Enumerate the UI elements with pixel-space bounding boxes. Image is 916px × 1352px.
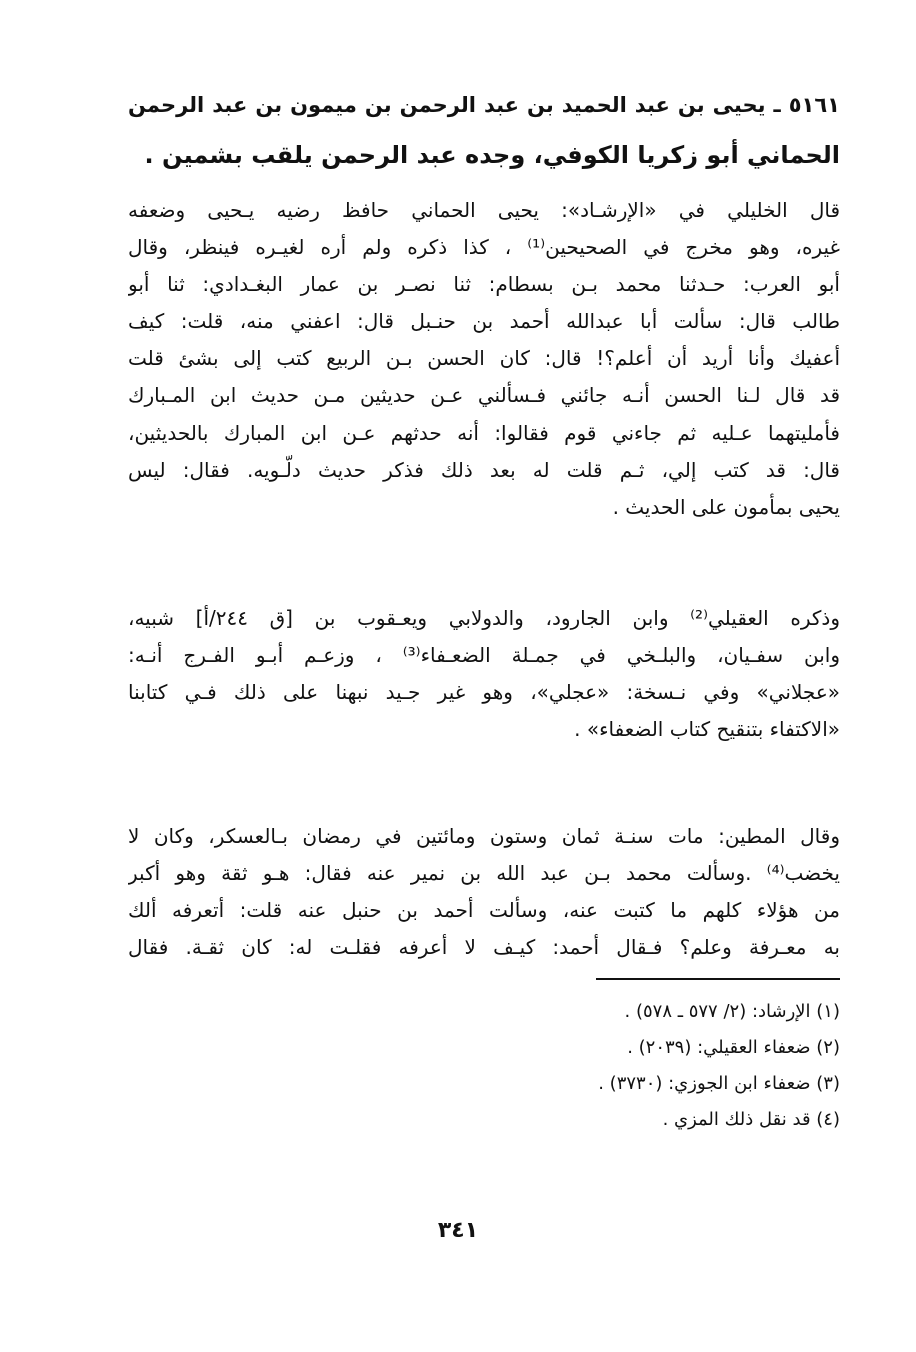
body-line: من هؤلاء كلهم ما كتبت عنه، وسألت أحمد بن حنبل عنه قلت: أتعرفه ألك — [128, 898, 840, 923]
body-line: قال: قد كتب إلي، ثـم قلت له بعد ذلك فذكر حديث دلّـويه. فقال: ليس — [128, 457, 840, 482]
body-line: أبو العرب: حـدثنا محمد بـن بسطام: ثنا نصـر بن عمار البغـدادي: ثنا أبو — [128, 272, 840, 297]
entry-heading — [128, 80, 840, 180]
paragraph-irshad — [128, 192, 840, 526]
footnote-item: (٢) ضعفاء العقيلي: (٢٠٣٩) . — [627, 1037, 840, 1058]
body-line: طالب قال: سألت أبا عبدالله أحمد بن حنـبل قال: اعفني منه، قلت: كيف — [128, 309, 840, 334]
page-number: ٣٤١ — [437, 1218, 479, 1243]
paragraph-mutayyan — [128, 818, 840, 966]
body-line: يحيى بمأمون على الحديث . — [612, 494, 840, 519]
body-line: قد قال لـنا الحسن أنـه جائني فـسألني عـن حديثين مـن حديث ابن المـبارك — [128, 383, 840, 408]
heading-line: ٥١٦١ ـ يحيى بن عبد الحميد بن عبد الرحمن بن ميمون بن عبد الرحمن — [128, 93, 840, 117]
footnote-divider — [596, 978, 840, 980]
body-line: أعفيك وأنا أريد أن أعلم؟! قال: كان الحسن بـن الربيع كتب إلى بشئ قلت — [128, 346, 840, 371]
footnote-item: (٣) ضعفاء ابن الجوزي: (٣٧٣٠) . — [598, 1073, 840, 1094]
footnote-item: (١) الإرشاد: (٢/ ٥٧٧ ـ ٥٧٨) . — [624, 1001, 840, 1022]
body-line: قال الخليلي في «الإرشـاد»: يحيى الحماني حافظ رضيه يـحيى وضعفه — [128, 198, 840, 222]
footnote-item: (٤) قد نقل ذلك المزي . — [662, 1109, 840, 1130]
body-line: وقال المطين: مات سنـة ثمان وستون ومائتين في رمضان بـالعسكر، وكان لا — [128, 824, 840, 848]
heading-line: الحماني أبو زكريا الكوفي، وجده عبد الرحمن يلقب بشمين . — [144, 141, 840, 169]
body-line: غيره، وهو مخرج في الصحيحين⁽¹⁾ ، كذا ذكره ولم أره لغيـره فينظر، وقال — [128, 235, 840, 260]
footnotes — [128, 994, 840, 1138]
body-line: فأمليتهما عـليه ثم جاءني قوم فقالوا: أنه حدثهم عـن ابن المبارك بالحديثين، — [128, 420, 840, 445]
paragraph-uqayli — [128, 600, 840, 748]
body-line: «الاكتفاء بتنقيح كتاب الضعفاء» . — [574, 717, 840, 742]
body-line: يخضب⁽⁴⁾ .وسألت محمد بـن عبد الله بن نمير عنه فقال: هـو ثقة وهو أكبر — [128, 861, 840, 886]
body-line: به معـرفة وعلم؟ فـقال أحمد: كيـف لا أعرفه فقلـت له: كان ثقـة. فقال — [128, 935, 840, 960]
body-line: وابن سفـيان، والبلـخي في جمـلة الضعـفاء⁽³⁾ ، وزعـم أبـو الفـرج أنـه: — [128, 643, 840, 668]
body-line: وذكره العقيلي⁽²⁾ وابن الجارود، والدولابي ويعـقوب بن [ق ٢٤٤/أ] شبيه، — [128, 606, 840, 630]
body-line: «عجلاني» وفي نـسخة: «عجلي»، وهو غير جـيد نبهنا على ذلك فـي كتابنا — [128, 680, 840, 705]
